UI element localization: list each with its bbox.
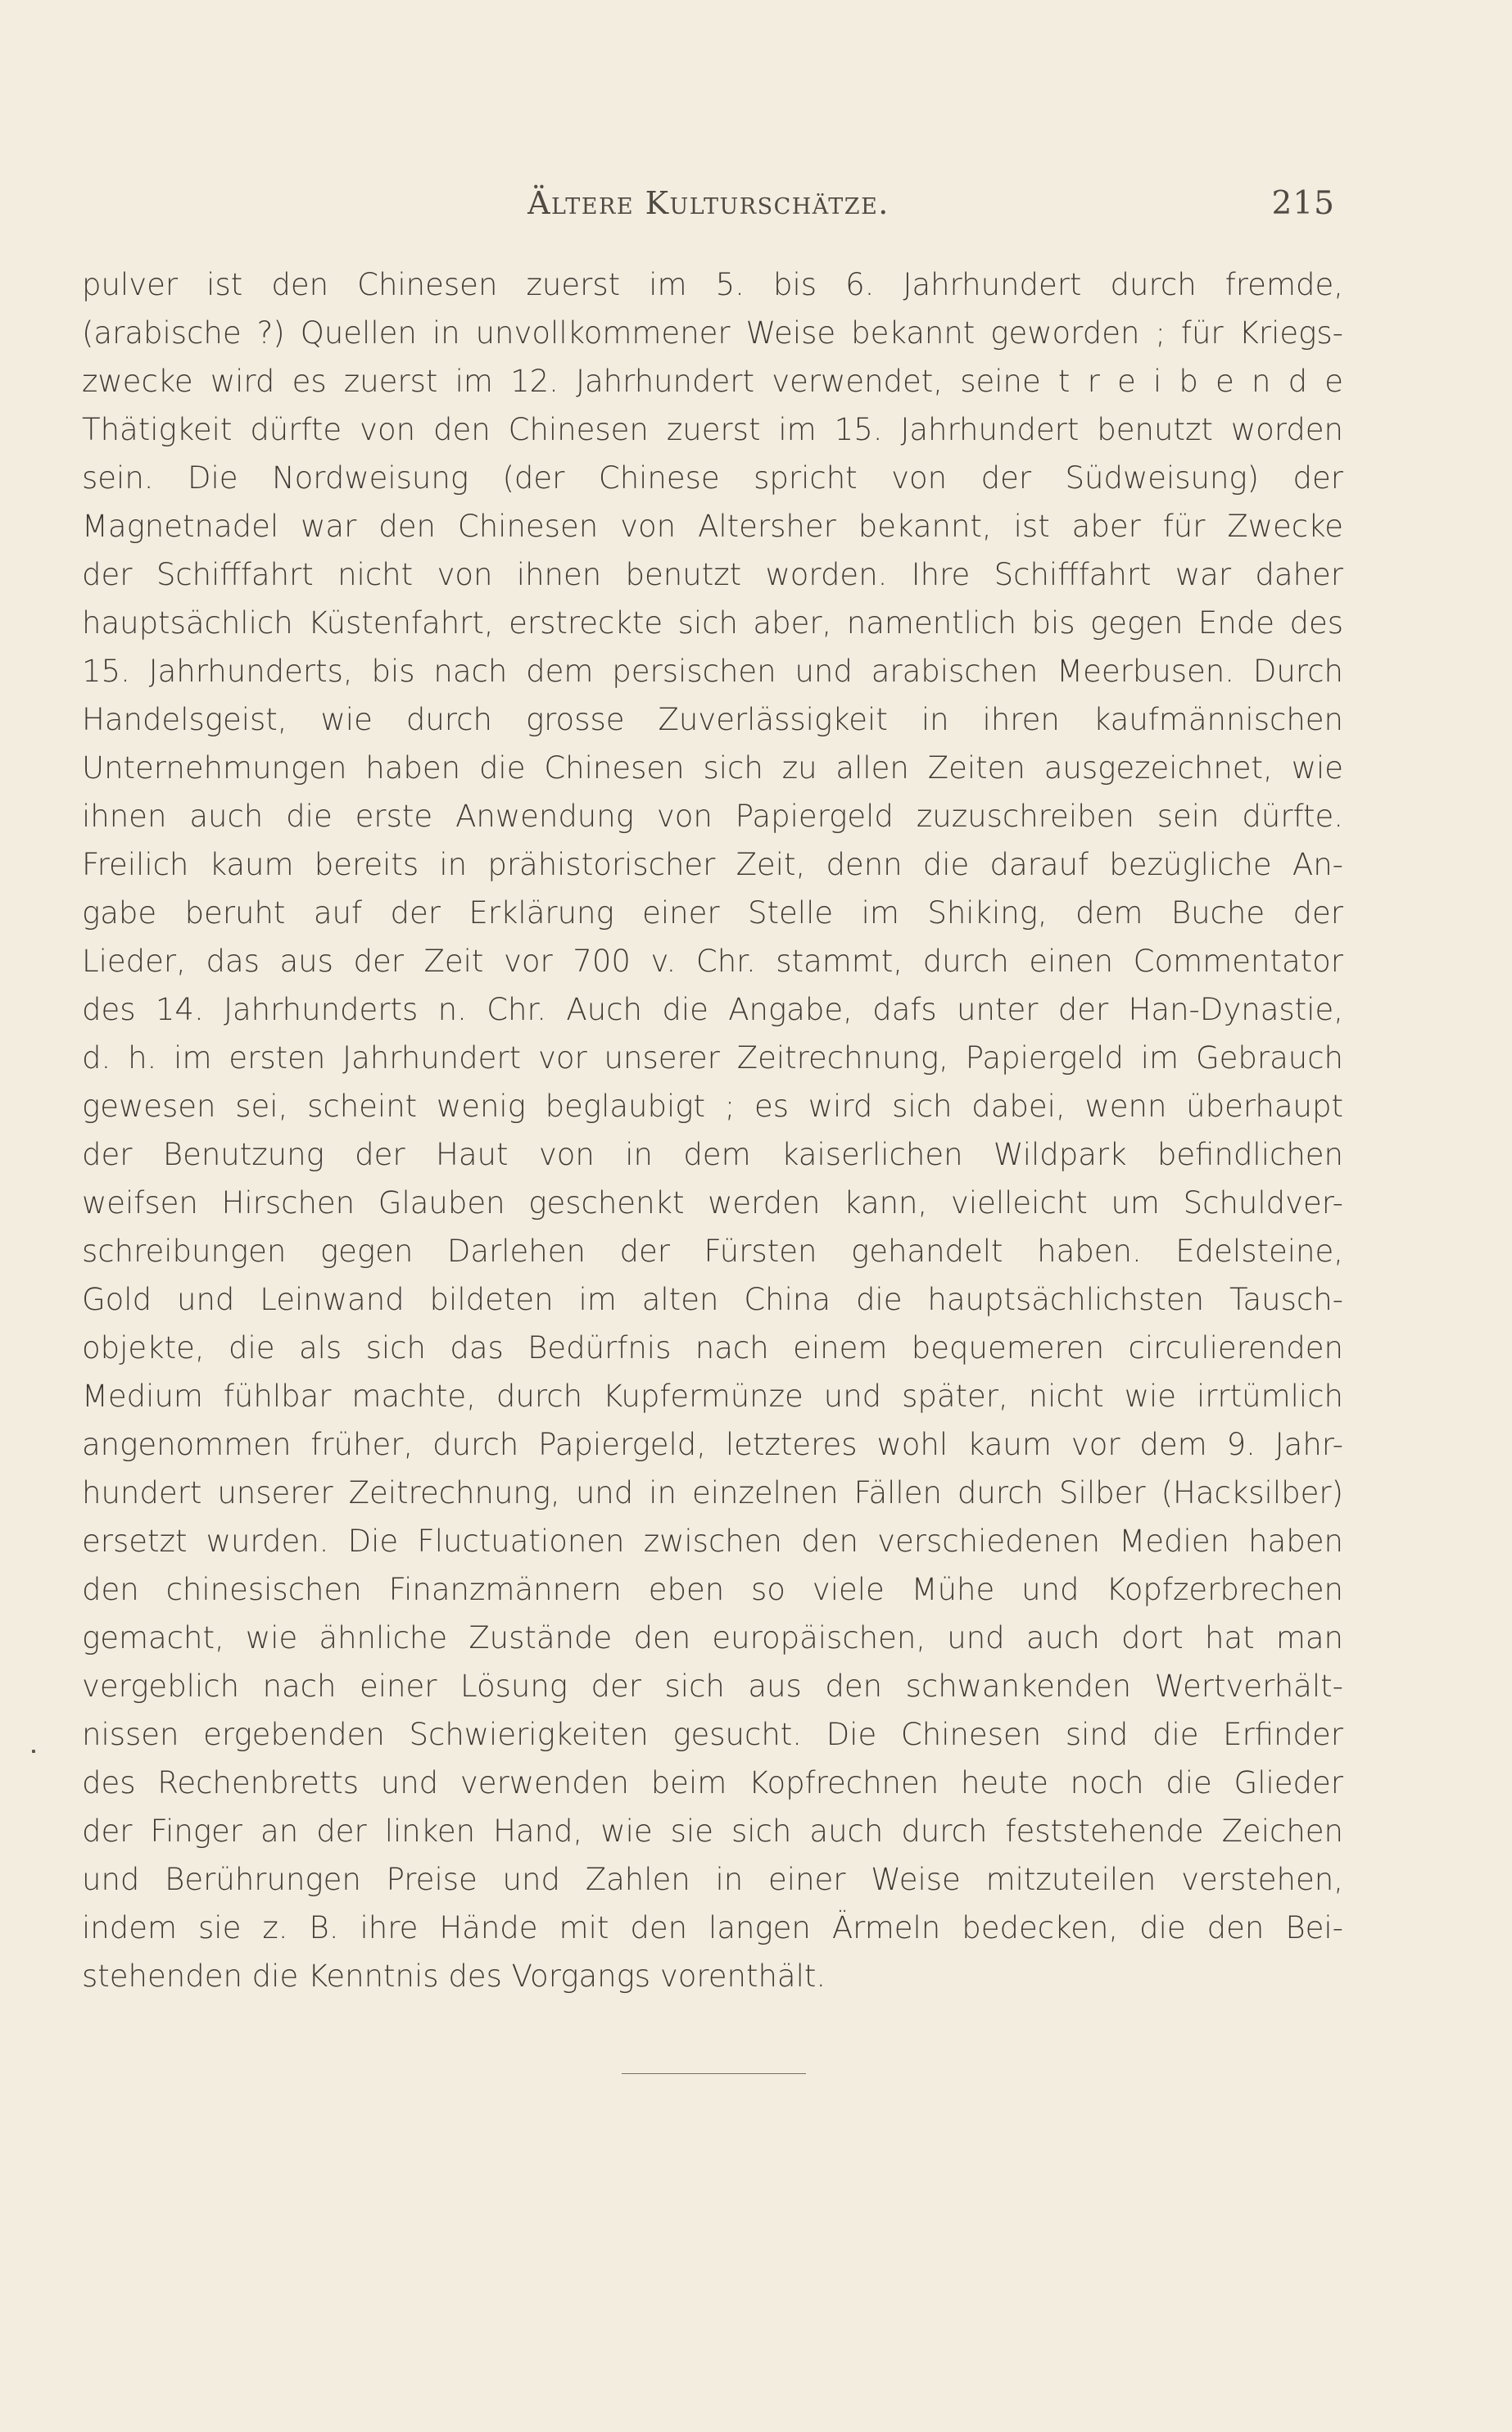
text-line: weifsen Hirschen Glauben geschenkt werden kann, vielleicht um Schuldver- [82,1185,1343,1221]
text-line: der Benutzung der Haut von in dem kaiserlichen Wildpark befindlichen [82,1137,1343,1172]
page-number: 215 [1271,185,1335,222]
text-line: vergeblich nach einer Lösung der sich aus den schwankenden Wertverhält- [82,1669,1343,1704]
text-line: Unternehmungen haben die Chinesen sich zu allen Zeiten ausgezeichnet, wie [82,750,1343,786]
text-line: Medium fühlbar machte, durch Kupfermünze und später, nicht wie irrtümlich [82,1379,1343,1414]
text-line: sein. Die Nordweisung (der Chinese spricht von der Südweisung) der [82,460,1343,496]
text-line: gemacht, wie ähnliche Zustände den europäischen, und auch dort hat man [82,1620,1343,1655]
text-line: angenommen früher, durch Papiergeld, letzteres wohl kaum vor dem 9. Jahr- [82,1427,1343,1462]
text-line: des Rechenbretts und verwenden beim Kopfrechnen heute noch die Glieder [82,1765,1343,1800]
text-line: objekte, die als sich das Bedürfnis nach einem bequemeren circulierenden [82,1330,1343,1365]
text-line: des 14. Jahrhunderts n. Chr. Auch die Angabe, dafs unter der Han-Dynastie, [82,992,1343,1027]
text-line: den chinesischen Finanzmännern eben so viele Mühe und Kopfzerbrechen [82,1572,1343,1607]
scan-speck [32,1750,35,1753]
text-line: zwecke wird es zuerst im 12. Jahrhundert verwendet, seine t r e i b e n d e [82,364,1343,399]
text-line: Magnetnadel war den Chinesen von Altersher bekannt, ist aber für Zwecke [82,509,1343,544]
section-end-rule [622,2073,806,2074]
text-line: Handelsgeist, wie durch grosse Zuverlässigkeit in ihren kaufmännischen [82,702,1343,737]
running-title: Ältere Kulturschätze. [527,185,890,221]
text-line: und Berührungen Preise und Zahlen in einer Weise mitzuteilen verstehen, [82,1862,1343,1897]
text-line: Gold und Leinwand bildeten im alten China die hauptsächlichsten Tausch- [82,1282,1343,1317]
text-line: (arabische ?) Quellen in unvollkommener Weise bekannt geworden ; für Kriegs- [82,315,1343,351]
body-paragraph [82,260,1343,2000]
running-head [82,185,1335,234]
text-line: pulver ist den Chinesen zuerst im 5. bis 6. Jahrhundert durch fremde, [82,267,1343,302]
text-line: der Schifffahrt nicht von ihnen benutzt worden. Ihre Schifffahrt war daher [82,557,1343,592]
text-line: Lieder, das aus der Zeit vor 700 v. Chr. stammt, durch einen Commentator [82,944,1343,979]
text-line: nissen ergebenden Schwierigkeiten gesucht. Die Chinesen sind die Erfinder [82,1717,1343,1752]
text-line: ersetzt wurden. Die Fluctuationen zwischen den verschiedenen Medien haben [82,1524,1343,1559]
text-line: Freilich kaum bereits in prähistorischer Zeit, denn die darauf bezügliche An- [82,847,1343,882]
text-line: schreibungen gegen Darlehen der Fürsten gehandelt haben. Edelsteine, [82,1234,1343,1269]
text-line: d. h. im ersten Jahrhundert vor unserer Zeitrechnung, Papiergeld im Gebrauch [82,1040,1343,1076]
text-line: 15. Jahrhunderts, bis nach dem persischen und arabischen Meerbusen. Durch [82,654,1343,689]
text-line-last: stehenden die Kenntnis des Vorgangs vorenthält. [82,1959,826,1994]
text-line: der Finger an der linken Hand, wie sie sich auch durch feststehende Zeichen [82,1814,1343,1849]
text-line: ihnen auch die erste Anwendung von Papiergeld zuzuschreiben sein dürfte. [82,799,1343,834]
text-line: hundert unserer Zeitrechnung, und in einzelnen Fällen durch Silber (Hacksilber) [82,1475,1343,1510]
text-line: indem sie z. B. ihre Hände mit den langen Ärmeln bedecken, die den Bei- [82,1910,1343,1945]
text-line: hauptsächlich Küstenfahrt, erstreckte sich aber, namentlich bis gegen Ende des [82,605,1343,641]
text-line: Thätigkeit dürfte von den Chinesen zuerst im 15. Jahrhundert benutzt worden [82,412,1343,447]
text-line: gabe beruht auf der Erklärung einer Stelle im Shiking, dem Buche der [82,895,1343,931]
text-line: gewesen sei, scheint wenig beglaubigt ; es wird sich dabei, wenn überhaupt [82,1089,1343,1124]
